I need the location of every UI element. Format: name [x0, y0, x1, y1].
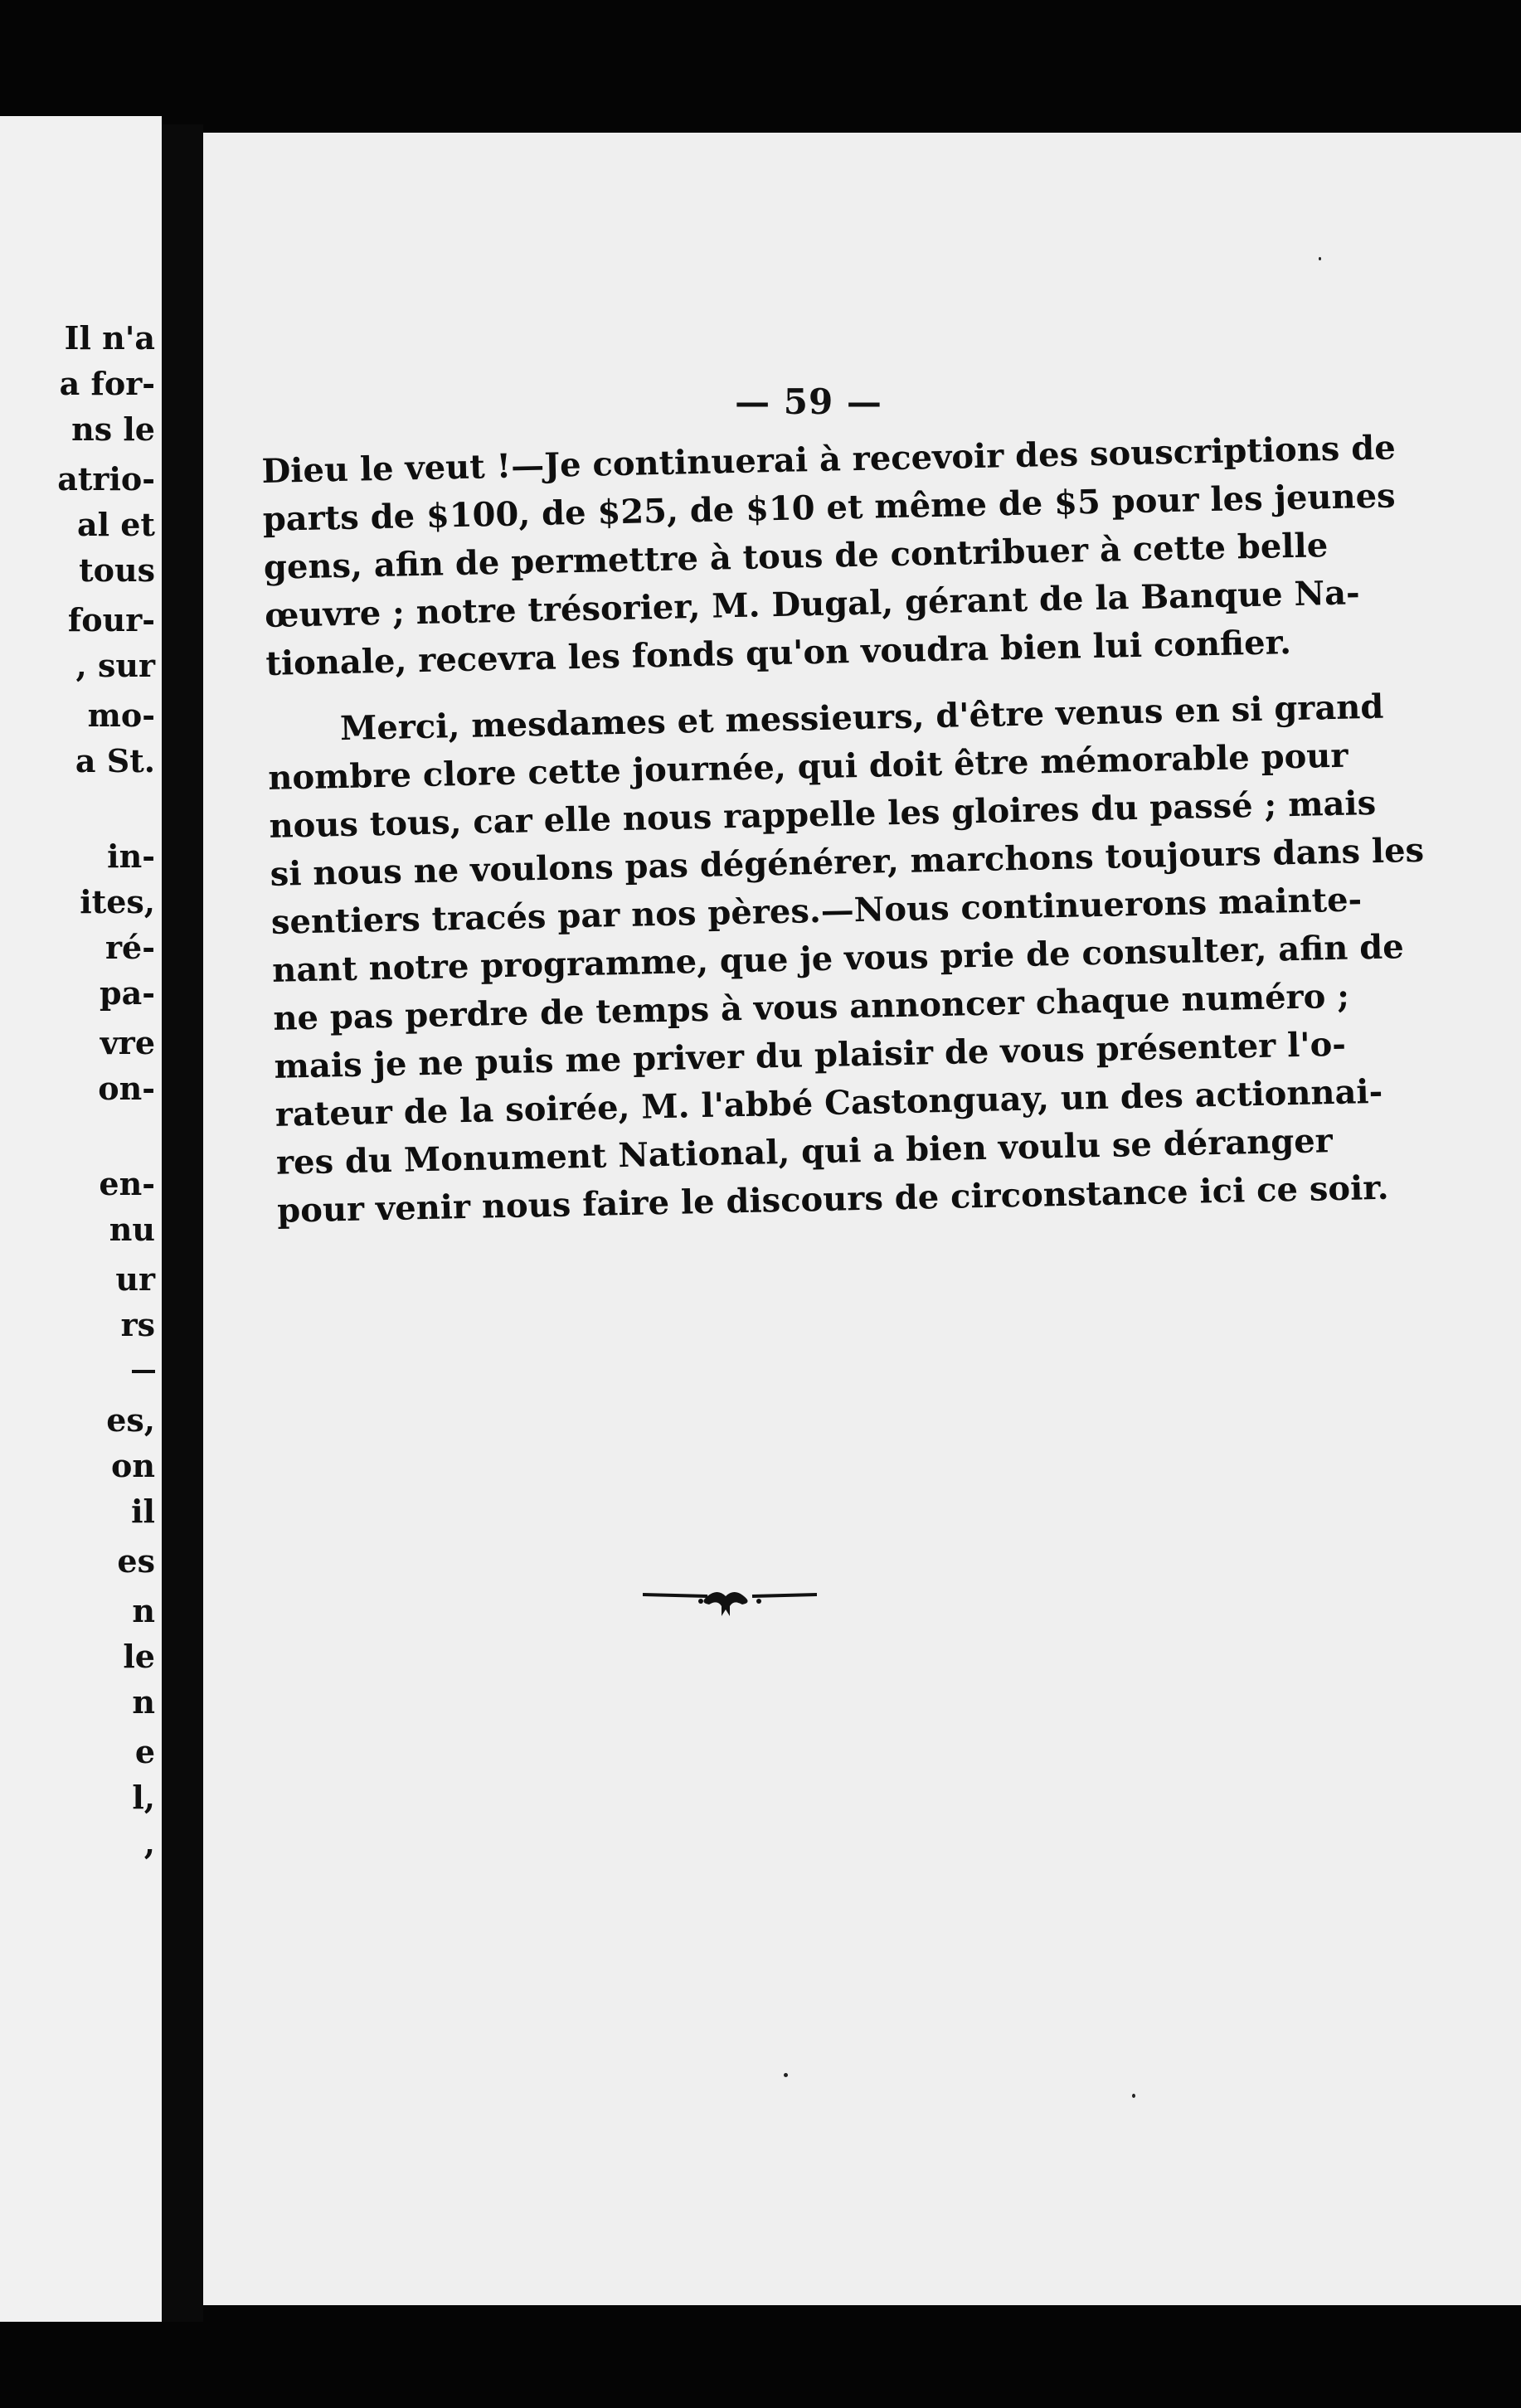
previous-page-text-fragment: e: [134, 1733, 155, 1770]
previous-page-text-fragment: tous: [79, 551, 155, 589]
previous-page-text-fragment: rs: [120, 1306, 155, 1343]
text-line: œuvre ; notre trésorier, M. Dugal, gérant de la Banque Na-: [264, 573, 1361, 635]
book-page: [203, 133, 1521, 2305]
previous-page-text-fragment: ns le: [71, 410, 155, 448]
text-line: Merci, mesdames et messieurs, d'être venus en si grand: [339, 687, 1384, 749]
previous-page-text-fragment: a for-: [59, 365, 155, 402]
previous-page-text-fragment: ites,: [80, 883, 155, 920]
text-line: tionale, recevra les fonds qu'on voudra bien lui confier.: [265, 623, 1292, 683]
previous-page-text-fragment: es: [117, 1542, 155, 1580]
previous-page-fragment: [0, 116, 162, 2322]
previous-page-text-fragment: al et: [76, 506, 155, 543]
text-line: nombre clore cette journée, qui doit être mémorable pour: [267, 736, 1348, 798]
previous-page-text-fragment: , sur: [75, 647, 155, 684]
previous-page-rule: [132, 1370, 155, 1373]
text-line: rateur de la soirée, M. l'abbé Castonguay, un des actionnai-: [275, 1071, 1383, 1134]
previous-page-text-fragment: pa-: [100, 974, 155, 1012]
previous-page-text-fragment: on: [111, 1447, 155, 1484]
page-number: — 59 —: [735, 381, 882, 422]
text-line: pour venir nous faire le discours de circonstance ici ce soir.: [276, 1168, 1390, 1231]
page-body-text: [261, 426, 1425, 1235]
text-line: ne pas perdre de temps à vous annoncer chaque numéro ;: [272, 976, 1350, 1038]
previous-page-text-fragment: a St.: [75, 742, 155, 779]
previous-page-text-fragment: ur: [115, 1260, 155, 1298]
previous-page-text-fragment: in-: [107, 837, 155, 875]
text-line: gens, afin de permettre à tous de contribuer à cette belle: [263, 526, 1329, 587]
dust-speck: [1132, 2094, 1135, 2098]
text-line: si nous ne voulons pas dégénérer, marchons toujours dans les: [270, 830, 1425, 894]
previous-page-text-fragment: l,: [132, 1779, 155, 1816]
previous-page-text-fragment: il: [131, 1493, 155, 1530]
dust-speck: [784, 2073, 788, 2077]
text-line: mais je ne puis me priver du plaisir de vous présenter l'o-: [274, 1024, 1347, 1086]
previous-page-text-fragment: ,: [143, 1824, 155, 1862]
previous-page-text-fragment: Il n'a: [64, 319, 155, 357]
paragraph-2: [267, 685, 1425, 1235]
previous-page-text-fragment: vre: [100, 1024, 155, 1061]
text-line: res du Monument National, qui a bien voulu se déranger: [275, 1121, 1334, 1182]
previous-page-text-fragment: es,: [106, 1401, 155, 1439]
fleuron-ornament: [643, 1580, 817, 1621]
text-line: parts de $100, de $25, de $10 et même de $5 pour les jeunes: [262, 476, 1397, 539]
text-line: nant notre programme, que je vous prie de consulter, afin de: [271, 927, 1405, 990]
previous-page-text-fragment: four-: [67, 601, 155, 638]
previous-page-text-fragment: le: [123, 1638, 155, 1675]
book-gutter-shadow: [162, 124, 203, 2322]
previous-page-text-fragment: mo-: [87, 697, 155, 734]
text-line: sentiers tracés par nos pères.—Nous continuerons mainte-: [270, 880, 1363, 942]
previous-page-text-fragment: atrio-: [57, 460, 155, 498]
paragraph-1: [261, 426, 1397, 687]
previous-page-text-fragment: n: [132, 1683, 155, 1721]
previous-page-text-fragment: en-: [99, 1165, 155, 1202]
text-line: Dieu le veut !—Je continuerai à recevoir des souscriptions de: [261, 428, 1397, 491]
previous-page-text-fragment: ré-: [105, 929, 155, 966]
text-line: nous tous, car elle nous rappelle les gloires du passé ; mais: [269, 783, 1377, 846]
previous-page-text-fragment: on-: [98, 1070, 155, 1107]
dust-speck: [1319, 257, 1321, 260]
previous-page-text-fragment: n: [132, 1592, 155, 1629]
previous-page-text-fragment: nu: [109, 1211, 155, 1248]
